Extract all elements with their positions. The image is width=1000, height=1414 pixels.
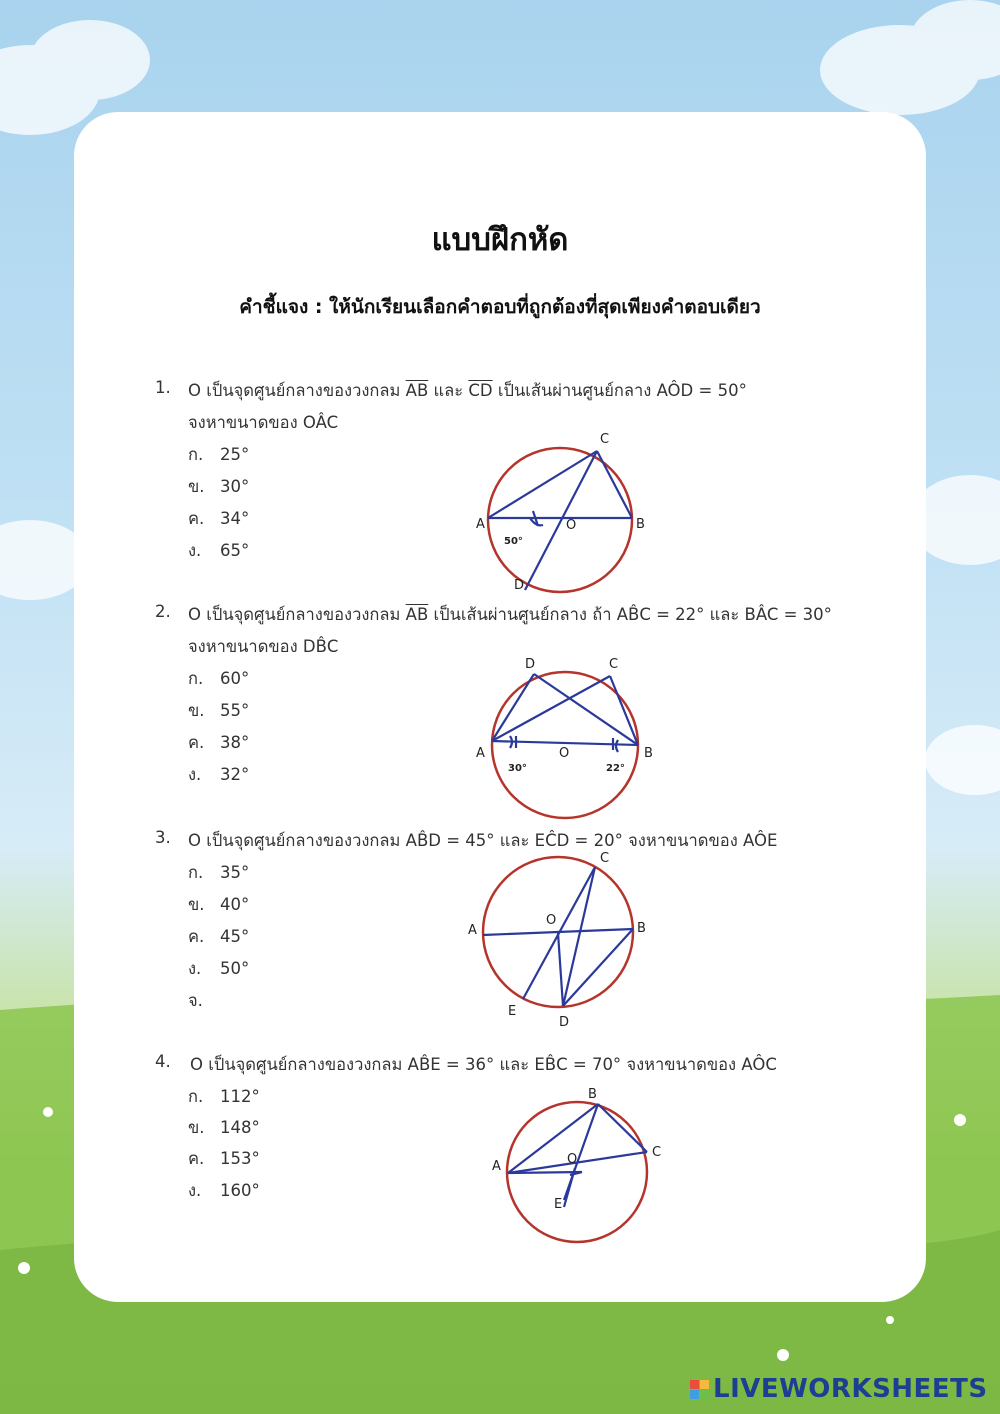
question-number: 4. [155,1052,171,1071]
given-angle-2: EĈD = 20° [534,831,623,850]
label-b: B [644,746,653,761]
label-e: E [554,1197,563,1212]
label-d: D [514,578,525,593]
choice-b[interactable]: ข. 30° [188,477,250,496]
label-b: B [588,1087,597,1102]
question-number: 2. [155,602,171,621]
instruction-text: คำชี้แจง : ให้นักเรียนเลือกคำตอบที่ถูกต้องที่สุดเพียงคำตอบเดียว [239,296,761,318]
choice-d[interactable]: ง. 50° [188,959,250,978]
chord-cd [563,867,595,1006]
question-text: O เป็นจุดศูนย์กลางของวงกลม $\overline{AB}$ และ $\overline{CD}$ เป็นเส้นผ่านศูนย์กลาง AÔD = 50° [188,381,747,400]
label-a: A [468,923,477,938]
label-d: D [525,657,536,672]
page-title: แบบฝึกหัด [431,222,569,258]
given-angle-1: AB̂D = 45° [405,831,495,850]
question-text: O เป็นจุดศูนย์กลางของวงกลม AB̂D = 45° และ EĈD = 20° จงหาขนาดของ AÔE [188,831,778,850]
label-o: O [546,913,557,928]
line-oe [564,1168,575,1207]
label-b: B [636,517,645,532]
label-a: A [476,517,485,532]
choice-e[interactable]: จ. [188,991,203,1010]
figure-q2 [470,650,670,820]
label-e: E [508,1004,517,1019]
choice-b[interactable]: ข. 40° [188,895,250,914]
angle-label-b: 22° [606,763,625,774]
figure-q4 [482,1080,672,1250]
label-c: C [652,1145,662,1160]
choice-c[interactable]: ค. 38° [188,733,250,752]
choice-d[interactable]: ง. 160° [188,1181,260,1200]
choice-d[interactable]: ง. 65° [188,541,250,560]
segment-ab: $\overline{AB}$ [405,605,429,624]
label-o: O [559,746,570,761]
radius-oa [508,1172,582,1173]
choice-c[interactable]: ค. 153° [188,1149,260,1168]
question-number: 1. [155,378,171,397]
target-angle: OÂC [302,413,339,432]
choice-c[interactable]: ค. 34° [188,509,250,528]
label-c: C [600,432,610,447]
given-angle-2: BÂC = 30° [744,605,832,624]
angle-label-a: 30° [508,763,527,774]
chord-ad [492,674,534,741]
question-prompt: จงหาขนาดของ OÂC [188,413,339,432]
label-a: A [476,746,485,761]
choice-b[interactable]: ข. 55° [188,701,250,720]
choice-c[interactable]: ค. 45° [188,927,250,946]
label-d: D [559,1015,570,1030]
choice-b[interactable]: ข. 148° [188,1118,260,1137]
circle [488,448,632,592]
choice-a[interactable]: ก. 60° [188,669,250,688]
question-prompt: จงหาขนาดของ DB̂C [188,637,339,656]
question-number: 3. [155,828,171,847]
segment-ab: $\overline{AB}$ [405,381,429,400]
target-angle: AÔE [743,831,778,850]
liveworksheets-logo: LIVEWORKSHEETS [690,1372,988,1406]
label-a: A [492,1159,501,1174]
target-angle: DB̂C [302,637,339,656]
label-o: O [566,518,577,533]
choice-a[interactable]: ก. 25° [188,445,250,464]
choice-a[interactable]: ก. 35° [188,863,250,882]
chord-ab [508,1104,598,1173]
given-angle-2: EB̂C = 70° [534,1055,622,1074]
angle-label: 50° [504,536,523,547]
target-angle: AÔC [741,1055,777,1074]
label-c: C [600,851,610,866]
label-c: C [609,657,619,672]
figure-q1 [470,425,650,595]
label-o: O [567,1152,578,1167]
given-angle-1: AB̂C = 22° [616,605,705,624]
label-b: B [637,921,646,936]
segment-cd: $\overline{CD}$ [468,381,493,400]
logo-mark-icon [690,1380,709,1399]
radius-od [558,933,563,1006]
question-text: O เป็นจุดศูนย์กลางของวงกลม AB̂E = 36° และ EB̂C = 70° จงหาขนาดของ AÔC [190,1055,777,1074]
choice-d[interactable]: ง. 32° [188,765,250,784]
given-angle-1: AB̂E = 36° [407,1055,495,1074]
chord-cb [597,451,632,518]
question-text: O เป็นจุดศูนย์กลางของวงกลม $\overline{AB}$ เป็นเส้นผ่านศูนย์กลาง ถ้า AB̂C = 22° และ BÂC = 30° [188,605,832,624]
chord-bc [598,1104,647,1152]
choice-a[interactable]: ก. 112° [188,1087,260,1106]
given-angle: AÔD = 50° [656,381,747,400]
figure-q3 [462,845,662,1035]
